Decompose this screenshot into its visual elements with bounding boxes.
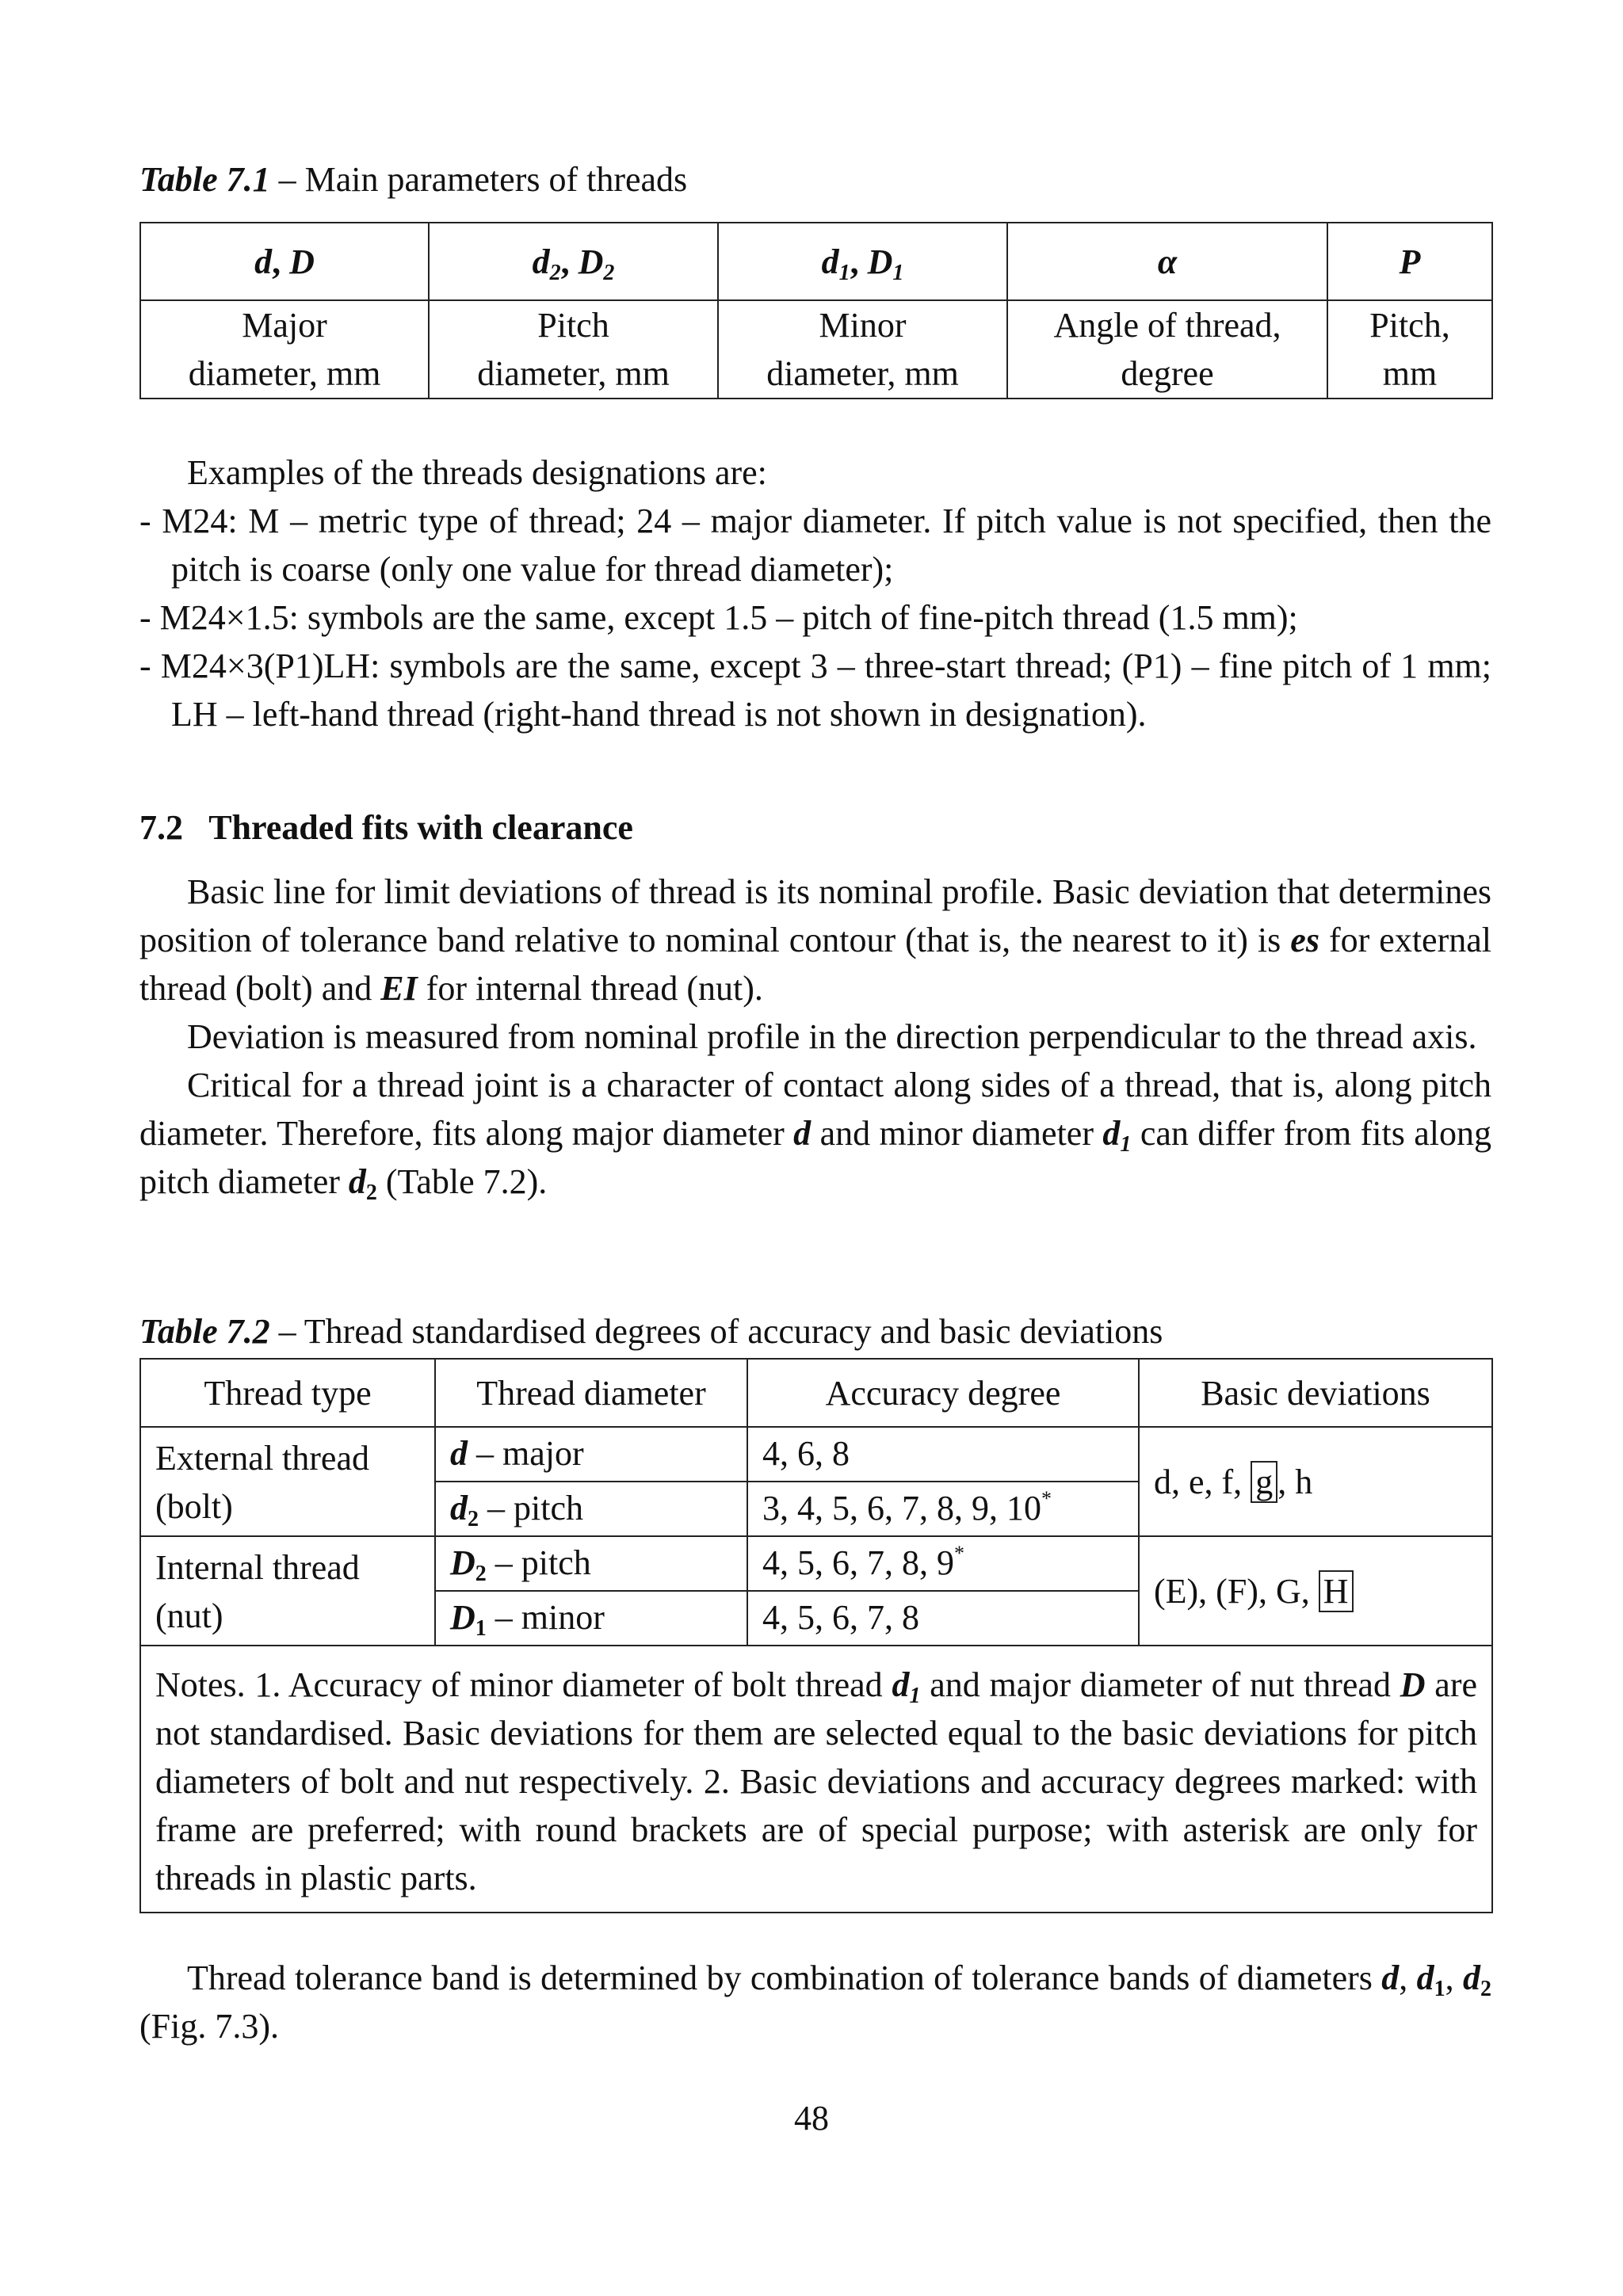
header-cell: $d_1$, $D_1$: [718, 223, 1007, 300]
section-7-2: [139, 803, 1491, 1206]
accuracy-cell: 4, 6, 8: [747, 1427, 1139, 1482]
table-label: Table 7.2: [139, 1312, 270, 1351]
table-header-row: [140, 1359, 1492, 1427]
paragraph: Deviation is measured from nominal profile in the direction perpendicular to the thread axis.: [187, 1017, 1477, 1056]
header-cell: $d_2$, $D_2$: [429, 223, 718, 300]
closing-paragraph: [139, 1954, 1491, 2050]
section-heading: 7.2 Threaded fits with clearance: [139, 808, 633, 847]
table-cell: Major diameter, mm: [140, 300, 429, 399]
diameter-cell: $d_2$ – pitch: [435, 1482, 747, 1536]
header-cell: Thread diameter: [435, 1359, 747, 1427]
examples-intro: Examples of the threads designations are:: [187, 453, 767, 492]
page-number: 48: [794, 2099, 829, 2138]
table-header-row: [140, 223, 1492, 300]
accuracy-cell: 4, 5, 6, 7, 8: [747, 1591, 1139, 1646]
table-7-2-caption: [139, 1307, 1163, 1356]
deviations-cell: d, e, f, g , h: [1139, 1427, 1492, 1536]
example-item: - M24×1.5: symbols are the same, except 1.5 – pitch of fine-pitch thread (1.5 mm);: [139, 598, 1298, 637]
paragraph: Critical for a thread joint is a character of contact along sides of a thread, that is, along pitch diameter. Therefore, fits along major diameter d and minor diameter $d_1$ can differ from fits along pitch diameter $d_2$ (Table 7.2).: [139, 1066, 1491, 1205]
table-7-1: [139, 222, 1493, 399]
thread-type-cell: External thread (bolt): [140, 1427, 435, 1536]
paragraph: Thread tolerance band is determined by combination of tolerance bands of diameters d, $d_1$, $d_2$ (Fig. 7.3).: [139, 1958, 1491, 2046]
table-row: [140, 300, 1492, 399]
header-cell: Accuracy degree: [747, 1359, 1139, 1427]
accuracy-cell: 3, 4, 5, 6, 7, 8, 9, 10*: [747, 1482, 1139, 1536]
diameter-cell: d – major: [435, 1427, 747, 1482]
table-cell: Pitch, mm: [1327, 300, 1492, 399]
table-7-1-caption: [139, 155, 687, 204]
table-cell: Angle of thread, degree: [1007, 300, 1327, 399]
table-notes-row: [140, 1646, 1492, 1913]
table-row: [140, 1536, 1492, 1591]
notes-cell: Notes. 1. Accuracy of minor diameter of bolt thread $d_1$ and major diameter of nut thread D are not standardised. Basic deviations for them are selected equal to the basic deviations for pitch diameters of bolt and nut respectively. 2. Basic deviations and accuracy degrees marked: with frame are preferred; with round brackets are of special purpose; with asterisk are only for threads in plastic parts.: [140, 1646, 1492, 1913]
example-item: - M24×3(P1)LH: symbols are the same, except 3 – three-start thread; (P1) – fine pitch of 1 mm; LH – left-hand thread (right-hand thread is not shown in designation).: [139, 646, 1491, 734]
table-caption-text: – Main parameters of threads: [269, 160, 688, 199]
table-row: [140, 1427, 1492, 1482]
thread-type-cell: Internal thread (nut): [140, 1536, 435, 1646]
table-cell: Minor diameter, mm: [718, 300, 1007, 399]
accuracy-cell: 4, 5, 6, 7, 8, 9*: [747, 1536, 1139, 1591]
table-caption-text: – Thread standardised degrees of accuracy and basic deviations: [269, 1312, 1163, 1351]
table-7-2: [139, 1358, 1493, 1913]
diameter-cell: $D_2$ – pitch: [435, 1536, 747, 1591]
header-cell: d, D: [140, 223, 429, 300]
header-cell: α: [1007, 223, 1327, 300]
examples-block: [139, 448, 1491, 738]
header-cell: Basic deviations: [1139, 1359, 1492, 1427]
table-cell: Pitch diameter, mm: [429, 300, 718, 399]
header-cell: P: [1327, 223, 1492, 300]
diameter-cell: $D_1$ – minor: [435, 1591, 747, 1646]
table-label: Table 7.1: [139, 160, 270, 199]
paragraph: Basic line for limit deviations of thread is its nominal profile. Basic deviation that determines position of tolerance band relative to nominal contour (that is, the nearest to it) is es for external thread (bolt) and EI for internal thread (nut).: [139, 872, 1491, 1008]
header-cell: Thread type: [140, 1359, 435, 1427]
deviations-cell: (E), (F), G, H: [1139, 1536, 1492, 1646]
example-item: - M24: M – metric type of thread; 24 – major diameter. If pitch value is not specified, then the pitch is coarse (only one value for thread diameter);: [139, 502, 1491, 589]
